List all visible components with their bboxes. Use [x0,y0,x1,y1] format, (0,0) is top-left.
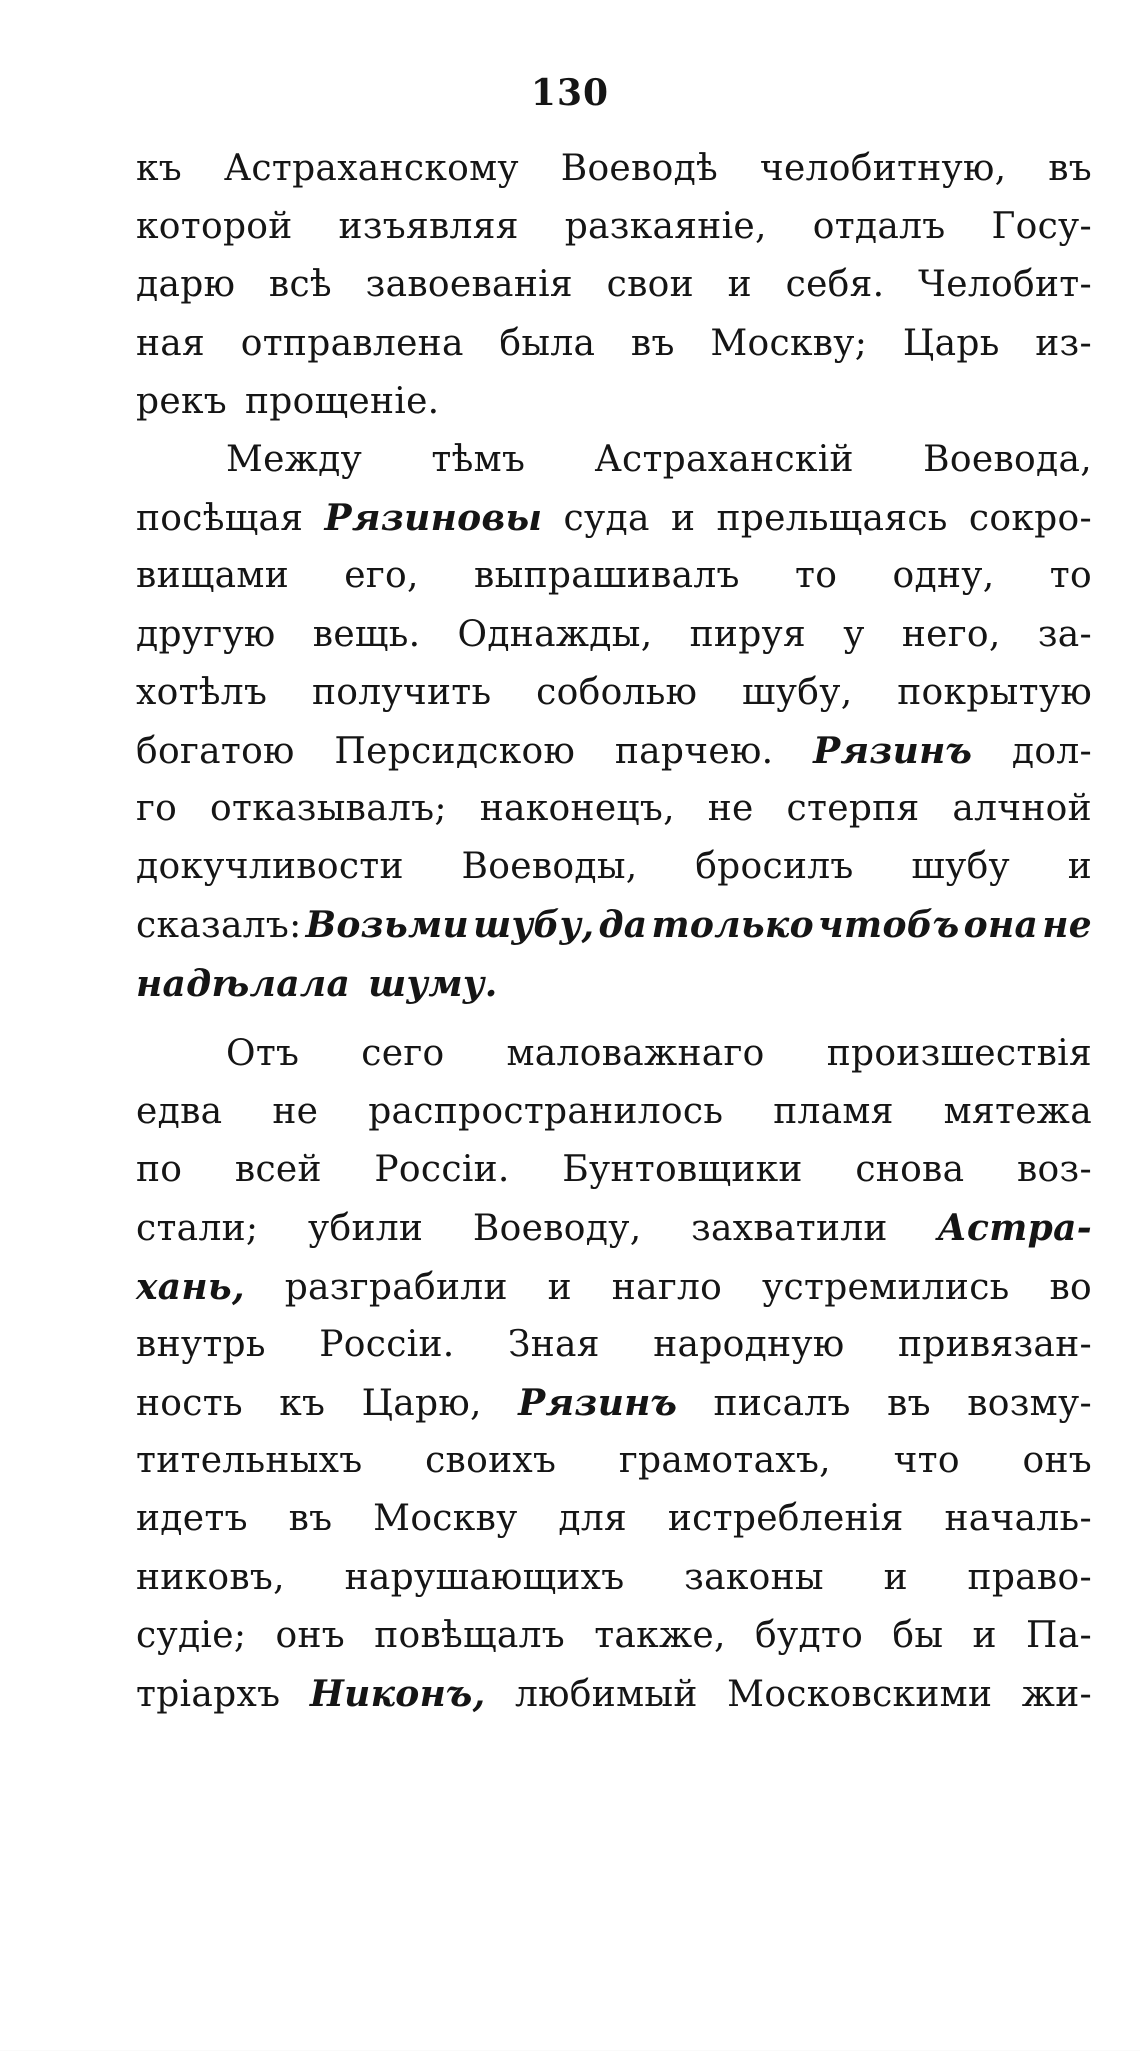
word: повѣщалъ [374,1614,565,1656]
text-line [136,1549,1092,1607]
word: воз- [1016,1149,1092,1191]
text-line [136,1316,1092,1374]
word: въ [288,1498,333,1540]
word: нагло [611,1266,723,1308]
word: онъ [1022,1440,1092,1482]
word: Воеводѣ [560,148,719,189]
word: докучливости [136,846,404,888]
word: сказалъ: [136,905,302,947]
italic-word: Астра- [937,1207,1092,1250]
word: прельщаясь [716,498,948,540]
word: разкаяніе, [564,206,767,248]
word: отказывалъ; [210,788,447,830]
word: также, [594,1614,726,1656]
italic-word: Рязиновы [324,497,543,540]
word: Царю, [361,1382,482,1424]
italic-word: Возьми [305,904,470,947]
word: право- [967,1556,1092,1598]
word: бросилъ [695,846,854,888]
word: Воеводу, [472,1208,642,1250]
word: Москву; [710,322,868,364]
word: за- [1037,613,1092,655]
word: будто [754,1614,864,1656]
word: Отъ [226,1032,300,1074]
word: прощеніе. [244,380,440,422]
paragraph-1 [136,140,1092,431]
word: любимый [514,1673,698,1715]
text-line [136,1607,1092,1665]
word: тріархъ [136,1673,281,1715]
word: ная [136,322,206,364]
word: и [547,1266,572,1308]
word: народную [653,1323,845,1365]
text-line [136,1258,1092,1316]
word: сокро- [968,498,1092,540]
italic-word: шуму. [368,962,498,1005]
text-line [136,780,1092,838]
word: въ [887,1382,931,1424]
word: покрытую [897,671,1092,713]
word: что [893,1440,960,1482]
word: распространилось [368,1091,724,1132]
word: то [1049,555,1092,597]
word: мятежа [943,1091,1092,1132]
paragraph-2 [136,431,1092,1013]
word: не [707,788,754,830]
word: Астраханскій [594,438,854,480]
italic-word: только [651,904,814,947]
text-line [136,431,1092,489]
text-line [136,838,1092,896]
word: челобитную, [759,148,1007,189]
word: къ [279,1382,326,1424]
text-line [136,1083,1092,1141]
word: привязан- [897,1323,1092,1365]
word: тѣмъ [431,438,526,480]
word: къ [136,148,183,189]
text-line [136,606,1092,664]
word: и [972,1614,997,1656]
word: суда [563,498,650,540]
word: Московскими [727,1673,993,1715]
italic-word: она [963,904,1039,947]
word: шубу [911,846,1011,888]
word: Россіи. [319,1323,455,1365]
word: и [670,498,696,540]
word: выпрашивалъ [474,555,740,597]
word: Астраханскому [223,148,519,189]
word: устремились [762,1266,1010,1308]
word: Воевода, [923,438,1092,480]
word: законы [684,1556,824,1598]
italic-word: Никонъ, [309,1672,486,1715]
text-line [136,896,1092,954]
word: Между [226,438,363,480]
text-line [136,1374,1092,1432]
word: другую [136,613,276,655]
word: получить [311,671,492,713]
word: писалъ [713,1382,851,1424]
word: во [1049,1266,1092,1308]
word: и [1067,846,1092,888]
word: своихъ [425,1440,557,1482]
word: го [136,788,178,830]
word: тительныхъ [136,1440,363,1482]
paragraph-3 [136,1025,1092,1723]
word: возму- [967,1382,1092,1424]
word: стали; [136,1208,259,1250]
word: и [727,264,752,306]
word: парчею. [614,730,774,772]
word: из- [1035,322,1092,364]
word: которой [136,206,293,248]
italic-word: надѣлала [136,962,351,1005]
text-line [136,256,1092,314]
word: жи- [1021,1673,1092,1715]
word: завоеванія [365,264,573,306]
word: у [843,613,865,655]
word: убили [308,1208,424,1250]
word: идетъ [136,1498,248,1540]
word: началь- [944,1498,1092,1540]
text-line [136,1199,1092,1257]
word: была [499,322,596,364]
word: всѣ [268,264,332,306]
word: ность [136,1382,243,1424]
word: свои [606,264,694,306]
word: него, [901,613,1001,655]
word: посѣщая [136,498,304,540]
word: богатою [136,730,295,772]
text-line [136,1025,1092,1083]
word: наконецъ, [479,788,675,830]
word: пируя [689,613,807,655]
word: бы [892,1614,944,1656]
text-line [136,955,1092,1013]
word: маловажнаго [506,1032,765,1074]
italic-word: чтобъ [818,904,960,947]
word: Госу- [991,206,1092,248]
word: Па- [1026,1614,1092,1656]
text-line [136,198,1092,256]
italic-word: хань, [136,1265,245,1308]
page-number: 130 [530,72,610,114]
word: дарю [136,264,236,306]
text-line [136,1432,1092,1490]
word: вещь. [312,613,421,655]
word: истребленія [667,1498,904,1540]
word: рекъ [136,380,227,422]
word: разграбили [284,1266,508,1308]
text-line [136,373,1092,431]
word: стерпя [786,788,920,830]
text-line [136,489,1092,547]
word: произшествія [826,1032,1092,1074]
text-line [136,547,1092,605]
word: по [136,1149,183,1191]
word: Персидскою [334,730,576,772]
word: алчной [952,788,1092,830]
word: отдалъ [812,206,946,248]
word: дол- [1011,730,1092,772]
word: хотѣлъ [136,671,268,713]
word: онъ [275,1614,345,1656]
word: отправлена [240,322,464,364]
word: Бунтовщики [562,1149,803,1191]
word: захватили [691,1208,888,1250]
word: пламя [773,1091,894,1132]
word: себя. [785,264,885,306]
word: соболью [536,671,698,713]
word: Царь [902,322,1000,364]
text-line [136,1490,1092,1548]
text-line [136,1141,1092,1199]
word: вищами [136,555,289,597]
italic-word: Рязинъ [813,729,973,772]
text-line [136,140,1092,198]
word: Россіи. [374,1149,510,1191]
word: Москву [373,1498,518,1540]
word: въ [630,322,675,364]
text-line [136,722,1092,780]
text-line [136,1665,1092,1723]
body-text [136,140,1092,1723]
word: снова [855,1149,965,1191]
italic-word: Рязинъ [518,1381,678,1424]
word: его, [344,555,419,597]
word: всей [234,1149,322,1191]
word: судіе; [136,1614,247,1656]
word: Челобит- [918,264,1092,306]
word: никовъ, [136,1556,285,1598]
word: Воеводы, [461,846,638,888]
word: Зная [508,1323,600,1365]
text-line [136,315,1092,373]
word: шубу, [742,671,853,713]
word: въ [1048,148,1092,189]
italic-word: не [1042,904,1092,947]
italic-word: шубу, [473,904,595,947]
word: и [883,1556,908,1598]
word: то [795,555,838,597]
word: Однажды, [457,613,653,655]
page-edge [0,2050,1140,2051]
word: внутрь [136,1323,266,1365]
word: грамотахъ, [618,1440,831,1482]
text-line [136,664,1092,722]
word: для [558,1498,628,1540]
word: сего [361,1032,445,1074]
word: нарушающихъ [344,1556,625,1598]
italic-word: да [598,904,648,947]
word: не [272,1091,319,1132]
word: изъявляя [338,206,519,248]
word: одну, [892,555,995,597]
word: едва [136,1091,223,1132]
